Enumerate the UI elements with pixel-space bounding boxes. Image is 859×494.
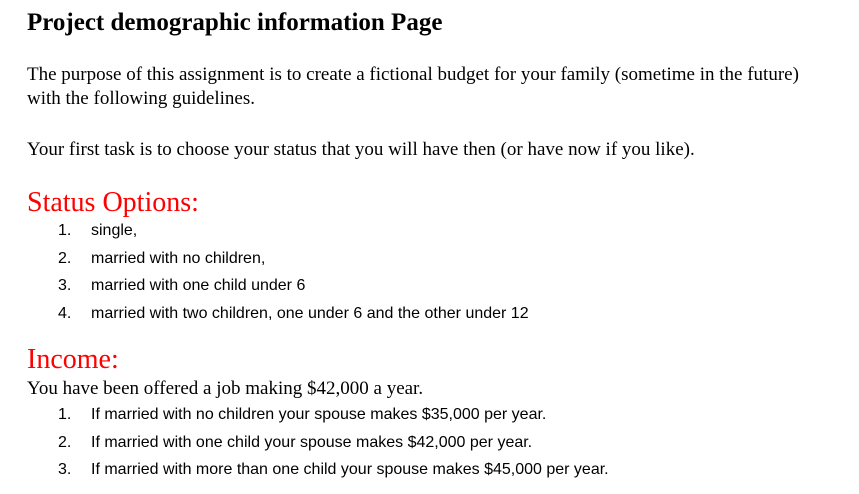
list-number: 1. [58, 406, 72, 423]
intro-paragraph: The purpose of this assignment is to create a fictional budget for your family (sometime in the future) with the following guidelines. [27, 64, 799, 109]
list-item-text: married with two children, one under 6 and the other under 12 [91, 304, 529, 322]
list-item-text: If married with no children your spouse makes $35,000 per year. [91, 406, 547, 423]
first-task-paragraph: Your first task is to choose your status that you will have then (or have now if you like). [27, 139, 695, 160]
list-item-text: If married with more than one child your spouse makes $45,000 per year. [91, 461, 609, 478]
list-number: 2. [58, 249, 72, 267]
list-number: 2. [58, 433, 72, 451]
list-number: 1. [58, 222, 72, 239]
list-item-text: married with one child under 6 [91, 277, 306, 294]
list-item-text: married with no children, [91, 249, 266, 267]
list-number: 3. [58, 461, 72, 478]
list-item-text: If married with one child your spouse makes $42,000 per year. [91, 433, 533, 451]
list-number: 3. [58, 277, 72, 294]
list-item-text: single, [91, 222, 138, 239]
page-title: Project demographic information Page [27, 9, 443, 36]
status-options-heading: Status Options: [27, 187, 199, 218]
income-heading: Income: [27, 344, 119, 375]
list-number: 4. [58, 304, 72, 322]
income-intro-paragraph: You have been offered a job making $42,000 a year. [27, 378, 424, 399]
